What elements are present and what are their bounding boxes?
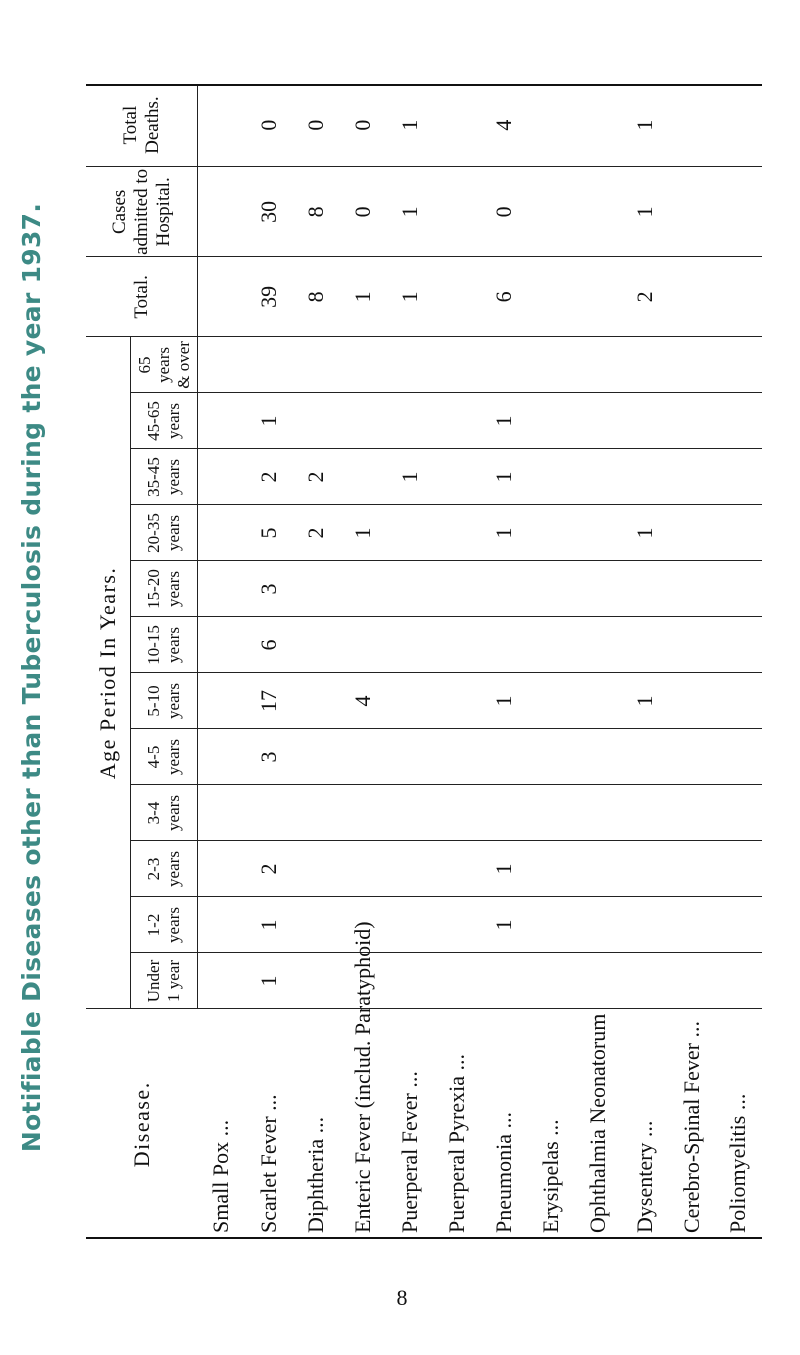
hospital-cell: 1	[386, 167, 433, 257]
age-group-header: Under 1 year	[130, 953, 198, 1009]
age-count-cell	[433, 449, 480, 505]
hospital-header: Cases admitted to Hospital.	[86, 167, 198, 257]
age-count-cell	[715, 449, 762, 505]
age-count-cell: 1	[480, 505, 527, 561]
age-count-cell	[433, 953, 480, 1009]
age-count-cell	[339, 785, 386, 841]
table-row	[339, 84, 386, 1239]
age-count-cell	[386, 953, 433, 1009]
age-count-cell	[715, 841, 762, 897]
age-count-cell	[715, 953, 762, 1009]
age-count-cell	[339, 449, 386, 505]
age-count-cell	[198, 449, 246, 505]
age-count-cell	[574, 897, 621, 953]
age-count-cell: 5	[245, 505, 292, 561]
age-count-cell: 1	[245, 897, 292, 953]
age-count-cell	[433, 729, 480, 785]
age-count-cell	[386, 561, 433, 617]
age-count-cell	[574, 785, 621, 841]
age-count-cell	[574, 393, 621, 449]
total-cell: 6	[480, 257, 527, 337]
disease-name: Ophthalmia Neonatorum	[574, 1009, 621, 1239]
hospital-cell	[715, 167, 762, 257]
hospital-cell	[433, 167, 480, 257]
age-count-cell	[668, 841, 715, 897]
age-count-cell	[198, 673, 246, 729]
age-count-cell: 1	[339, 505, 386, 561]
age-count-cell	[480, 617, 527, 673]
age-count-cell: 1	[621, 505, 668, 561]
age-count-cell	[292, 673, 339, 729]
age-count-cell	[668, 449, 715, 505]
age-count-cell	[339, 393, 386, 449]
age-count-cell	[527, 449, 574, 505]
age-count-cell	[621, 337, 668, 393]
age-count-cell: 1	[480, 449, 527, 505]
age-count-cell	[527, 505, 574, 561]
table-row	[574, 84, 621, 1239]
age-count-cell	[527, 337, 574, 393]
diseases-table	[86, 84, 762, 1239]
age-count-cell	[198, 953, 246, 1009]
age-count-cell	[433, 393, 480, 449]
disease-header: Disease.	[86, 1009, 198, 1239]
age-count-cell	[527, 841, 574, 897]
deaths-cell: 4	[480, 84, 527, 167]
age-count-cell	[292, 561, 339, 617]
age-count-cell	[668, 953, 715, 1009]
age-count-cell	[574, 561, 621, 617]
age-count-cell	[480, 561, 527, 617]
age-count-cell	[198, 337, 246, 393]
age-count-cell	[621, 785, 668, 841]
age-group-header: 3-4 years	[130, 785, 198, 841]
deaths-cell: 0	[339, 84, 386, 167]
age-count-cell	[292, 785, 339, 841]
table-row	[386, 84, 433, 1239]
age-group-header: 35-45 years	[130, 449, 198, 505]
age-count-cell	[574, 617, 621, 673]
age-count-cell	[527, 953, 574, 1009]
age-group-header: 10-15 years	[130, 617, 198, 673]
disease-name: Small Pox ...	[198, 1009, 246, 1239]
age-count-cell	[574, 841, 621, 897]
table-row	[433, 84, 480, 1239]
total-header: Total.	[86, 257, 198, 337]
age-count-cell	[574, 337, 621, 393]
age-count-cell	[668, 505, 715, 561]
age-count-cell	[621, 953, 668, 1009]
age-count-cell	[527, 729, 574, 785]
age-count-cell	[433, 505, 480, 561]
age-count-cell	[386, 729, 433, 785]
age-count-cell: 1	[245, 953, 292, 1009]
total-cell	[574, 257, 621, 337]
age-count-cell	[668, 897, 715, 953]
age-count-cell	[386, 505, 433, 561]
age-count-cell	[574, 449, 621, 505]
hospital-cell	[668, 167, 715, 257]
hospital-cell: 8	[292, 167, 339, 257]
disease-name: Enteric Fever (includ. Paratyphoid)	[339, 1009, 386, 1239]
age-count-cell	[198, 617, 246, 673]
age-count-cell	[433, 841, 480, 897]
age-count-cell: 2	[292, 505, 339, 561]
hospital-cell	[527, 167, 574, 257]
total-cell	[715, 257, 762, 337]
total-cell: 39	[245, 257, 292, 337]
age-count-cell	[668, 393, 715, 449]
age-count-cell	[527, 561, 574, 617]
total-cell: 1	[339, 257, 386, 337]
deaths-cell	[527, 84, 574, 167]
age-group-header: 2-3 years	[130, 841, 198, 897]
total-cell	[527, 257, 574, 337]
age-count-cell: 2	[245, 449, 292, 505]
age-count-cell	[386, 673, 433, 729]
age-count-cell	[621, 897, 668, 953]
total-cell: 8	[292, 257, 339, 337]
disease-name: Erysipelas ...	[527, 1009, 574, 1239]
age-count-cell	[715, 785, 762, 841]
age-group-header: 15-20 years	[130, 561, 198, 617]
age-count-cell	[574, 673, 621, 729]
page-number: 8	[396, 1285, 408, 1310]
hospital-cell: 0	[480, 167, 527, 257]
age-group-header: 45-65 years	[130, 393, 198, 449]
total-cell	[198, 257, 246, 337]
age-count-cell: 1	[621, 673, 668, 729]
age-count-cell: 1	[480, 673, 527, 729]
age-count-cell	[198, 505, 246, 561]
age-count-cell	[668, 337, 715, 393]
age-count-cell	[621, 561, 668, 617]
age-count-cell	[621, 393, 668, 449]
age-count-cell	[715, 897, 762, 953]
age-count-cell	[339, 561, 386, 617]
age-count-cell: 1	[245, 393, 292, 449]
age-count-cell	[621, 449, 668, 505]
age-count-cell: 1	[480, 841, 527, 897]
age-count-cell	[339, 337, 386, 393]
page-title: Notifiable Diseases other than Tuberculosis during the year 1937.	[17, 202, 47, 1153]
age-count-cell	[527, 673, 574, 729]
age-period-header: Age Period In Years.	[86, 337, 130, 1009]
table-row	[292, 84, 339, 1239]
total-cell	[433, 257, 480, 337]
age-count-cell	[668, 729, 715, 785]
age-count-cell	[386, 393, 433, 449]
age-count-cell: 1	[386, 449, 433, 505]
age-count-cell	[668, 561, 715, 617]
age-count-cell: 4	[339, 673, 386, 729]
hospital-cell: 1	[621, 167, 668, 257]
age-count-cell	[574, 729, 621, 785]
age-count-cell: 6	[245, 617, 292, 673]
age-count-cell	[715, 561, 762, 617]
deaths-header: Total Deaths.	[86, 84, 198, 167]
age-count-cell	[527, 617, 574, 673]
age-count-cell	[292, 729, 339, 785]
age-count-cell	[245, 337, 292, 393]
age-count-cell	[433, 561, 480, 617]
age-count-cell	[292, 337, 339, 393]
hospital-cell: 0	[339, 167, 386, 257]
table-row	[245, 84, 292, 1239]
age-count-cell	[433, 785, 480, 841]
age-count-cell	[480, 337, 527, 393]
age-count-cell: 1	[480, 897, 527, 953]
page-title-vertical	[12, 0, 52, 1355]
deaths-cell: 1	[386, 84, 433, 167]
age-count-cell	[292, 841, 339, 897]
age-count-cell	[339, 729, 386, 785]
age-count-cell	[527, 393, 574, 449]
disease-name: Diphtheria ...	[292, 1009, 339, 1239]
age-count-cell: 1	[480, 393, 527, 449]
age-count-cell	[621, 729, 668, 785]
deaths-cell	[574, 84, 621, 167]
disease-name: Dysentery ...	[621, 1009, 668, 1239]
age-count-cell	[715, 337, 762, 393]
total-cell: 2	[621, 257, 668, 337]
age-count-cell: 17	[245, 673, 292, 729]
table-row	[527, 84, 574, 1239]
age-group-header: 5-10 years	[130, 673, 198, 729]
age-count-cell	[386, 337, 433, 393]
deaths-cell	[433, 84, 480, 167]
age-count-cell	[668, 785, 715, 841]
age-count-cell	[574, 953, 621, 1009]
age-count-cell	[527, 785, 574, 841]
age-count-cell	[574, 505, 621, 561]
age-count-cell	[715, 673, 762, 729]
deaths-cell: 0	[245, 84, 292, 167]
table-row	[198, 84, 246, 1239]
age-count-cell: 2	[245, 841, 292, 897]
age-count-cell: 3	[245, 729, 292, 785]
age-count-cell	[715, 729, 762, 785]
age-count-cell	[715, 505, 762, 561]
age-count-cell	[292, 953, 339, 1009]
age-count-cell	[433, 897, 480, 953]
age-count-cell	[433, 617, 480, 673]
age-count-cell	[198, 785, 246, 841]
rotated-table	[86, 84, 762, 1239]
disease-name: Cerebro-Spinal Fever ...	[668, 1009, 715, 1239]
age-count-cell	[668, 673, 715, 729]
age-count-cell	[386, 841, 433, 897]
age-count-cell	[480, 953, 527, 1009]
age-count-cell	[386, 897, 433, 953]
age-count-cell	[292, 897, 339, 953]
age-count-cell	[198, 393, 246, 449]
disease-name: Pneumonia ...	[480, 1009, 527, 1239]
table-row	[621, 84, 668, 1239]
age-count-cell	[339, 617, 386, 673]
age-count-cell	[198, 841, 246, 897]
age-count-cell: 2	[292, 449, 339, 505]
disease-name: Puerperal Pyrexia ...	[433, 1009, 480, 1239]
age-count-cell	[292, 617, 339, 673]
age-count-cell	[245, 785, 292, 841]
hospital-cell: 30	[245, 167, 292, 257]
total-cell: 1	[386, 257, 433, 337]
age-count-cell	[433, 673, 480, 729]
age-count-cell	[715, 393, 762, 449]
age-count-cell	[292, 393, 339, 449]
table-row	[668, 84, 715, 1239]
deaths-cell: 1	[621, 84, 668, 167]
age-count-cell: 3	[245, 561, 292, 617]
disease-name: Poliomyelitis ...	[715, 1009, 762, 1239]
age-count-cell	[198, 897, 246, 953]
age-count-cell	[386, 617, 433, 673]
age-count-cell	[480, 729, 527, 785]
age-count-cell	[386, 785, 433, 841]
age-count-cell	[198, 561, 246, 617]
disease-name: Scarlet Fever ...	[245, 1009, 292, 1239]
age-count-cell	[621, 617, 668, 673]
age-count-cell	[668, 617, 715, 673]
age-count-cell	[480, 785, 527, 841]
age-count-cell	[198, 729, 246, 785]
table-row	[715, 84, 762, 1239]
age-group-header: 4-5 years	[130, 729, 198, 785]
table-row	[480, 84, 527, 1239]
deaths-cell	[715, 84, 762, 167]
age-group-header: 20-35 years	[130, 505, 198, 561]
deaths-cell: 0	[292, 84, 339, 167]
total-cell	[668, 257, 715, 337]
age-count-cell	[433, 337, 480, 393]
table-region	[86, 84, 762, 1239]
age-group-header: 65 years & over	[130, 337, 198, 393]
age-group-header: 1-2 years	[130, 897, 198, 953]
disease-name: Puerperal Fever ...	[386, 1009, 433, 1239]
hospital-cell	[198, 167, 246, 257]
age-count-cell	[527, 897, 574, 953]
age-count-cell	[339, 841, 386, 897]
hospital-cell	[574, 167, 621, 257]
deaths-cell	[198, 84, 246, 167]
deaths-cell	[668, 84, 715, 167]
age-count-cell	[715, 617, 762, 673]
age-count-cell	[621, 841, 668, 897]
